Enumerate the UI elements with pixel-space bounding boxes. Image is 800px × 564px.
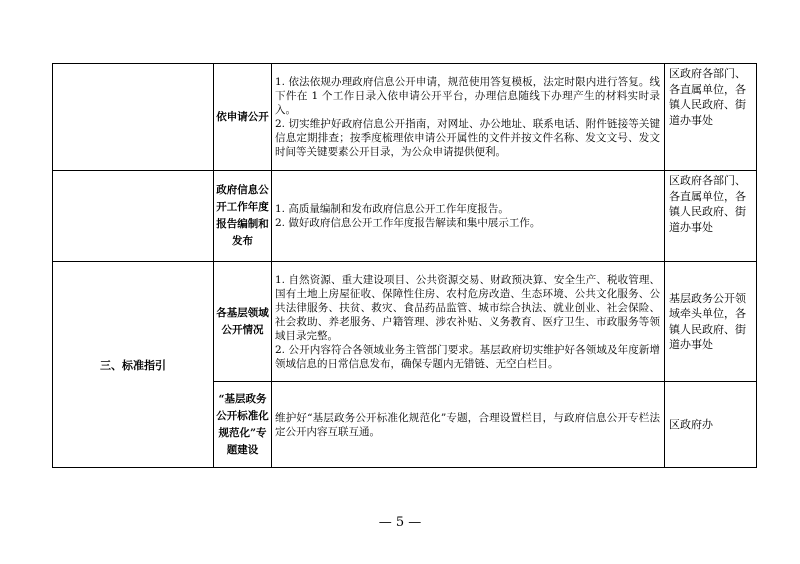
item-label: 政府信息公开工作年度报告编制和发布 xyxy=(216,184,269,247)
owner-cell xyxy=(665,171,757,262)
table-row xyxy=(53,64,757,171)
section-cell-empty xyxy=(53,64,214,171)
item-label: 依申请公开 xyxy=(216,110,269,123)
page-number: — 5 — xyxy=(378,515,422,530)
item-cell xyxy=(214,382,272,468)
content-line: 1. 自然资源、重大建设项目、公共资源交易、财政预决算、安全生产、税收管理、国有土地上房屋征收、保障性住房、农村危房改造、生态环境、公共文化服务、公共法律服务、扶贫、救灾、食品药品监管、城市综合执法、就业创业、社会保险、社会救助、养老服务、户籍管理、涉农补贴、义务教育、医疗卫生、市政服务等领域目录完整。 xyxy=(275,273,660,342)
owner-label: 区政府各部门、各直属单位，各镇人民政府、街道办事处 xyxy=(669,174,746,234)
table-row xyxy=(53,171,757,262)
owner-label: 区政府办 xyxy=(669,417,713,431)
item-cell xyxy=(214,171,272,262)
content-line: 1. 依法依规办理政府信息公开申请，规范使用答复模板，法定时限内进行答复。线下件在 1 个工作日录入依申请公开平台，办理信息随线下办理产生的材料实时录入。 xyxy=(275,76,660,116)
item-cell xyxy=(214,262,272,382)
section-cell-empty xyxy=(53,171,214,262)
owner-label: 基层政务公开领域牵头单位，各镇人民政府、街道办事处 xyxy=(669,291,746,351)
section-cell xyxy=(53,262,214,468)
content-cell xyxy=(272,64,665,171)
content-line: 2. 切实维护好政府信息公开指南，对网址、办公地址、联系电话、附件链接等关键信息定期排查；按季度梳理依申请公开属性的文件并按文件名称、发文文号、发文时间等关键要素公开目录，为公众申请提供便利。 xyxy=(275,118,660,158)
content-line: 维护好“基层政务公开标准化规范化”专题，合理设置栏目，与政府信息公开专栏法定公开内容互联互通。 xyxy=(275,411,660,438)
content-line: 2. 公开内容符合各领域业务主管部门要求。基层政府切实维护好各领域及年度新增领域信息的日常信息发布，确保专题内无错链、无空白栏目。 xyxy=(275,343,660,370)
section-label: 三、标准指引 xyxy=(100,358,166,372)
item-cell xyxy=(214,64,272,171)
item-label: 各基层领域公开情况 xyxy=(216,306,269,336)
content-cell xyxy=(272,262,665,382)
owner-cell xyxy=(665,64,757,171)
item-label: “基层政务公开标准化规范化”专题建设 xyxy=(216,392,269,456)
content-line: 1. 高质量编制和发布政府信息公开工作年度报告。 xyxy=(275,203,509,215)
owner-label: 区政府各部门、各直属单位，各镇人民政府、街道办事处 xyxy=(669,67,746,127)
table-row xyxy=(53,262,757,382)
content-line: 2. 做好政府信息公开工作年度报告解读和集中展示工作。 xyxy=(275,217,541,229)
owner-cell xyxy=(665,262,757,382)
task-table xyxy=(52,63,757,468)
content-cell xyxy=(272,382,665,468)
content-cell xyxy=(272,171,665,262)
owner-cell xyxy=(665,382,757,468)
